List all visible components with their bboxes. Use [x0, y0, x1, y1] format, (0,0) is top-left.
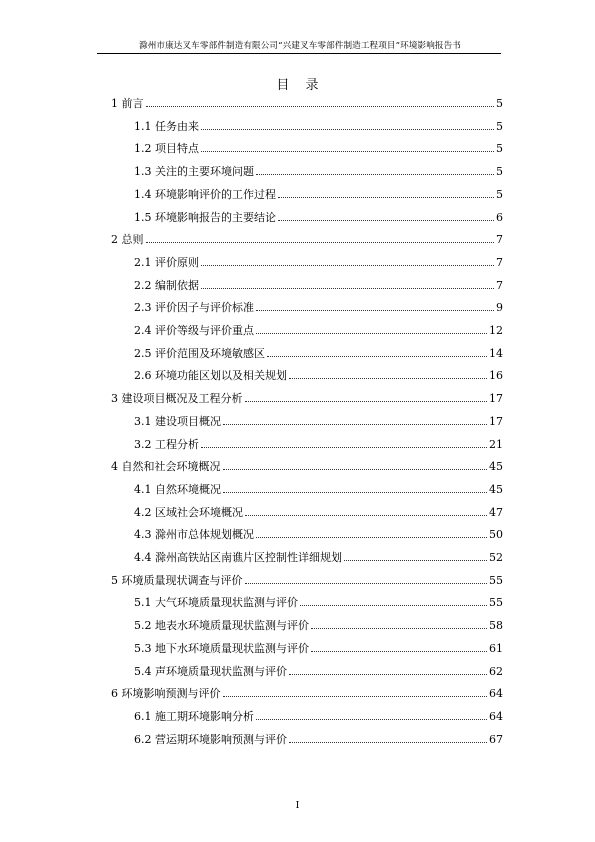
toc-entry[interactable] [111, 570, 503, 588]
toc-entry-label: 1.5 环境影响报告的主要结论 [134, 210, 276, 224]
toc-leader-dots [256, 719, 487, 720]
toc-leader-dots [245, 401, 488, 402]
toc-entry-page: 5 [496, 165, 503, 179]
toc-entry[interactable] [134, 729, 503, 747]
toc-entry[interactable] [134, 524, 503, 542]
toc-entry[interactable] [111, 683, 503, 701]
toc-leader-dots [289, 674, 487, 675]
toc-entry-page: 55 [489, 573, 503, 587]
toc-entry-label: 2.6 环境功能区划以及相关规划 [134, 369, 287, 383]
toc-entry[interactable] [134, 434, 503, 452]
toc-leader-dots [278, 197, 494, 198]
toc-entry-page: 9 [496, 301, 503, 315]
toc-leader-dots [278, 220, 494, 221]
toc-entry-label: 4.4 滁州高铁站区南谯片区控制性详细规划 [134, 551, 342, 564]
toc-leader-dots [289, 378, 487, 379]
toc-entry-label: 1.3 关注的主要环境问题 [134, 165, 254, 179]
toc-entry-page: 64 [489, 687, 503, 701]
toc-entry[interactable] [134, 207, 503, 225]
toc-entry-page: 6 [496, 210, 503, 224]
running-header: 滁州市康达叉车零部件制造有限公司“兴建叉车零部件制造工程项目”环境影响报告书 [139, 41, 461, 51]
toc-entry-label: 6 环境影响预测与评价 [111, 687, 221, 701]
toc-entry[interactable] [134, 161, 503, 179]
toc-leader-dots [311, 651, 487, 652]
toc-entry-label: 2.3 评价因子与评价标准 [134, 301, 254, 315]
toc-entry-label: 3 建设项目概况及工程分析 [111, 392, 243, 406]
toc-entry-label: 5.2 地表水环境质量现状监测与评价 [134, 619, 309, 633]
toc-entry[interactable] [134, 297, 503, 315]
toc-leader-dots [289, 742, 487, 743]
toc-entry-page: 55 [489, 596, 503, 610]
toc-entry[interactable] [134, 252, 503, 270]
toc-entry-label: 1.4 环境影响评价的工作过程 [134, 187, 276, 201]
toc-entry-page: 5 [496, 142, 503, 156]
toc-leader-dots [245, 583, 488, 584]
toc-leader-dots [201, 447, 487, 448]
toc-entry-page: 62 [489, 664, 503, 678]
toc-leader-dots [311, 628, 487, 629]
toc-entry-page: 17 [489, 414, 503, 428]
toc-entry-label: 1 前言 [111, 97, 144, 110]
toc-entry[interactable] [134, 275, 503, 293]
toc-entry-label: 4.1 自然环境概况 [134, 482, 221, 496]
toc-entry[interactable] [134, 184, 503, 202]
toc-entry-label: 4 自然和社会环境概况 [111, 460, 221, 474]
toc-entry-page: 7 [496, 255, 503, 269]
toc-entry[interactable] [111, 456, 503, 474]
toc-entry-page: 52 [489, 551, 503, 564]
toc-entry-page: 58 [489, 619, 503, 633]
toc-entry[interactable] [111, 388, 503, 406]
toc-entry-page: 5 [496, 119, 503, 133]
toc-title: 目 录 [276, 78, 325, 93]
toc-leader-dots [344, 560, 487, 561]
toc-leader-dots [223, 696, 488, 697]
toc-entry-page: 12 [489, 324, 503, 337]
toc-entry-label: 6.2 营运期环境影响预测与评价 [134, 732, 287, 746]
toc-entry-page: 21 [489, 437, 503, 451]
toc-entry[interactable] [134, 638, 503, 656]
toc-entry-label: 5.3 地下水环境质量现状监测与评价 [134, 641, 309, 655]
toc-leader-dots [201, 129, 494, 130]
toc-entry-page: 14 [489, 346, 503, 360]
toc-entry-label: 1.1 任务由来 [134, 119, 199, 133]
toc-entry-label: 2.4 评价等级与评价重点 [134, 324, 254, 337]
toc-entry-page: 50 [489, 528, 503, 542]
toc-entry-label: 1.2 项目特点 [134, 142, 199, 156]
toc-entry-page: 64 [489, 709, 503, 723]
toc-entry-label: 2.2 编制依据 [134, 278, 199, 292]
toc-entry-page: 45 [489, 460, 503, 474]
toc-leader-dots [300, 605, 487, 606]
toc-entry-page: 7 [496, 278, 503, 292]
toc-leader-dots [267, 356, 487, 357]
toc-entry-label: 2.5 评价范围及环境敏感区 [134, 346, 265, 360]
toc-entry-page: 61 [489, 641, 503, 655]
toc-entry-label: 4.3 滁州市总体规划概况 [134, 528, 254, 542]
toc-leader-dots [256, 537, 487, 538]
toc-entry[interactable] [111, 229, 503, 247]
toc-entry[interactable] [134, 116, 503, 134]
toc-leader-dots [256, 333, 487, 334]
toc-entry-label: 3.1 建设项目概况 [134, 414, 221, 428]
toc-entry[interactable] [134, 365, 503, 383]
toc-entry[interactable] [111, 93, 503, 111]
toc-leader-dots [223, 469, 488, 470]
toc-entry-label: 2 总则 [111, 233, 144, 247]
header-rule [97, 53, 501, 54]
toc-leader-dots [223, 492, 487, 493]
toc-entry-page: 16 [489, 369, 503, 383]
page-number: I [295, 800, 300, 811]
toc-leader-dots [201, 265, 494, 266]
toc-leader-dots [201, 151, 494, 152]
toc-entry-label: 5.4 声环境质量现状监测与评价 [134, 664, 287, 678]
toc-leader-dots [201, 288, 494, 289]
toc-entry[interactable] [134, 343, 503, 361]
toc-entry[interactable] [134, 547, 503, 565]
toc-entry[interactable] [134, 615, 503, 633]
toc-entry-label: 5 环境质量现状调查与评价 [111, 573, 243, 587]
toc-entry-label: 5.1 大气环境质量现状监测与评价 [134, 596, 298, 610]
toc-entry-page: 17 [489, 392, 503, 406]
toc-leader-dots [146, 242, 495, 243]
toc-entry[interactable] [134, 592, 503, 610]
toc-entry-page: 47 [489, 505, 503, 519]
toc-entry[interactable] [134, 706, 503, 724]
toc-leader-dots [256, 174, 494, 175]
toc-entry-page: 45 [489, 482, 503, 496]
toc-leader-dots [146, 106, 495, 107]
toc-entry-page: 5 [496, 97, 503, 110]
toc-entry-page: 7 [496, 233, 503, 247]
toc-entry-label: 6.1 施工期环境影响分析 [134, 709, 254, 723]
toc-entry[interactable] [134, 502, 503, 520]
toc-entry[interactable] [134, 320, 503, 338]
toc-entry[interactable] [134, 661, 503, 679]
toc-leader-dots [223, 424, 487, 425]
toc-entry-page: 67 [489, 732, 503, 746]
toc-entry[interactable] [134, 411, 503, 429]
toc-leader-dots [256, 310, 494, 311]
toc-entry-label: 2.1 评价原则 [134, 255, 199, 269]
toc-leader-dots [245, 515, 487, 516]
toc-entry[interactable] [134, 138, 503, 156]
toc-entry[interactable] [134, 479, 503, 497]
toc-entry-page: 5 [496, 187, 503, 201]
toc-entry-label: 4.2 区域社会环境概况 [134, 505, 243, 519]
toc-entry-label: 3.2 工程分析 [134, 437, 199, 451]
